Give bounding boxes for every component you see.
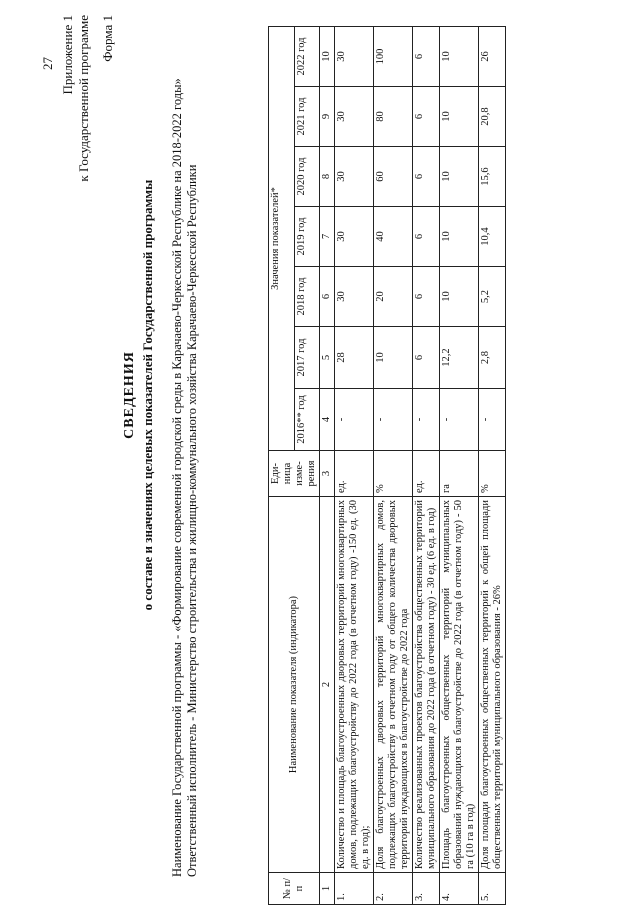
page-number: 27 — [40, 57, 55, 70]
appendix-label: Приложение 1 — [60, 15, 75, 95]
row-value: 100 — [374, 26, 413, 86]
header-name: Наименование показателя (индикатора) — [269, 497, 320, 873]
row-value: - — [374, 389, 413, 451]
document-title: СВЕДЕНИЯ — [122, 351, 137, 439]
header-year: 2019 год — [294, 207, 320, 267]
row-num: 4. — [440, 873, 479, 905]
row-value: 15,6 — [479, 147, 506, 207]
document-subtitle: о составе и значениях целевых показателей Государственной программы — [140, 179, 155, 611]
row-value: 40 — [374, 207, 413, 267]
row-indicator-name: Количество реализованных проектов благоустройства общественных территорий муниципального образования до 2022 года (в отчетном году) - 30 ед. (6 ед. в год) — [413, 497, 440, 873]
row-value: 30 — [335, 207, 374, 267]
column-number: 10 — [320, 26, 335, 86]
row-indicator-name: Площадь благоустроенных общественных территорий муниципальных образований нуждающихся в благоустройстве до 2022 года (в отчетном году) - 50 га (10 га в год) — [440, 497, 479, 873]
table-row — [335, 26, 374, 904]
row-value: 60 — [374, 147, 413, 207]
row-indicator-name: Доля благоустроенных дворовых территорий многоквартирных домов, подлежащих благоустройству в отчетном году от общего количества дворовых территорий нуждающихся в благоустройстве до 2022 года — [374, 497, 413, 873]
row-value: 10,4 — [479, 207, 506, 267]
row-value: 6 — [413, 87, 440, 147]
header-year: 2022 год — [294, 26, 320, 86]
row-value: 10 — [440, 147, 479, 207]
row-value: 6 — [413, 267, 440, 327]
table-row — [440, 26, 479, 904]
form-label: Форма 1 — [100, 15, 115, 62]
row-value: 6 — [413, 26, 440, 86]
row-unit: % — [479, 451, 506, 497]
program-name: Наименование Государственной программы - «Формирование современной городской среды в Карачаево-Черкесской Республике на 2018-2022 годы» — [170, 78, 184, 877]
row-indicator-name: Доля площади благоустроенных общественных территорий к общей площади общественных территорий муниципального образования - 26% — [479, 497, 506, 873]
header-year: 2020 год — [294, 147, 320, 207]
row-unit: % — [374, 451, 413, 497]
row-value: - — [335, 389, 374, 451]
row-value: 10 — [440, 267, 479, 327]
row-value: 26 — [479, 26, 506, 86]
row-value: 10 — [374, 327, 413, 389]
table-row — [479, 26, 506, 904]
row-unit: га — [440, 451, 479, 497]
column-number: 9 — [320, 87, 335, 147]
row-value: 30 — [335, 147, 374, 207]
row-value: - — [479, 389, 506, 451]
row-unit: ед. — [335, 451, 374, 497]
column-number: 5 — [320, 327, 335, 389]
column-number: 3 — [320, 451, 335, 497]
responsible-executor: Ответственный исполнитель - Министерство строительства и жилищно-коммунального хозяйства Карачаево-Черкесской Республики — [185, 164, 199, 877]
header-year: 2021 год — [294, 87, 320, 147]
table-row — [374, 26, 413, 904]
column-number-row — [320, 26, 335, 904]
row-value: 20 — [374, 267, 413, 327]
row-num: 2. — [374, 873, 413, 905]
row-indicator-name: Количество и площадь благоустроенных дворовых территорий многоквартирных домов, подлежащих благоустройству до 2022 года (в отчетном году) -150 ед. (30 ед. в год); — [335, 497, 374, 873]
row-num: 3. — [413, 873, 440, 905]
column-number: 2 — [320, 497, 335, 873]
row-value: 2,8 — [479, 327, 506, 389]
appendix-block — [60, 15, 92, 245]
header-year: 2017 год — [294, 327, 320, 389]
row-value: - — [440, 389, 479, 451]
row-value: 6 — [413, 207, 440, 267]
row-value: 12,2 — [440, 327, 479, 389]
row-value: - — [413, 389, 440, 451]
header-unit: Еди-ница изме-рения — [269, 451, 320, 497]
table-header-row — [269, 26, 295, 904]
header-year: 2018 год — [294, 267, 320, 327]
row-unit: ед. — [413, 451, 440, 497]
intro-block — [170, 22, 200, 877]
row-value: 20,8 — [479, 87, 506, 147]
row-value: 30 — [335, 267, 374, 327]
row-value: 6 — [413, 327, 440, 389]
header-year: 2016** год — [294, 389, 320, 451]
header-values-group: Значения показателей* — [269, 26, 295, 450]
table-row — [413, 26, 440, 904]
row-value: 30 — [335, 87, 374, 147]
row-value: 30 — [335, 26, 374, 86]
row-value: 10 — [440, 207, 479, 267]
indicators-table — [268, 26, 506, 905]
row-value: 5,2 — [479, 267, 506, 327]
row-value: 10 — [440, 87, 479, 147]
appendix-sub: к Государственной программе — [76, 15, 91, 182]
row-value: 6 — [413, 147, 440, 207]
row-value: 28 — [335, 327, 374, 389]
column-number: 8 — [320, 147, 335, 207]
column-number: 1 — [320, 873, 335, 905]
column-number: 4 — [320, 389, 335, 451]
row-num: 5. — [479, 873, 506, 905]
header-num: № п/п — [269, 873, 320, 905]
column-number: 7 — [320, 207, 335, 267]
row-value: 80 — [374, 87, 413, 147]
row-num: 1. — [335, 873, 374, 905]
row-value: 10 — [440, 26, 479, 86]
column-number: 6 — [320, 267, 335, 327]
